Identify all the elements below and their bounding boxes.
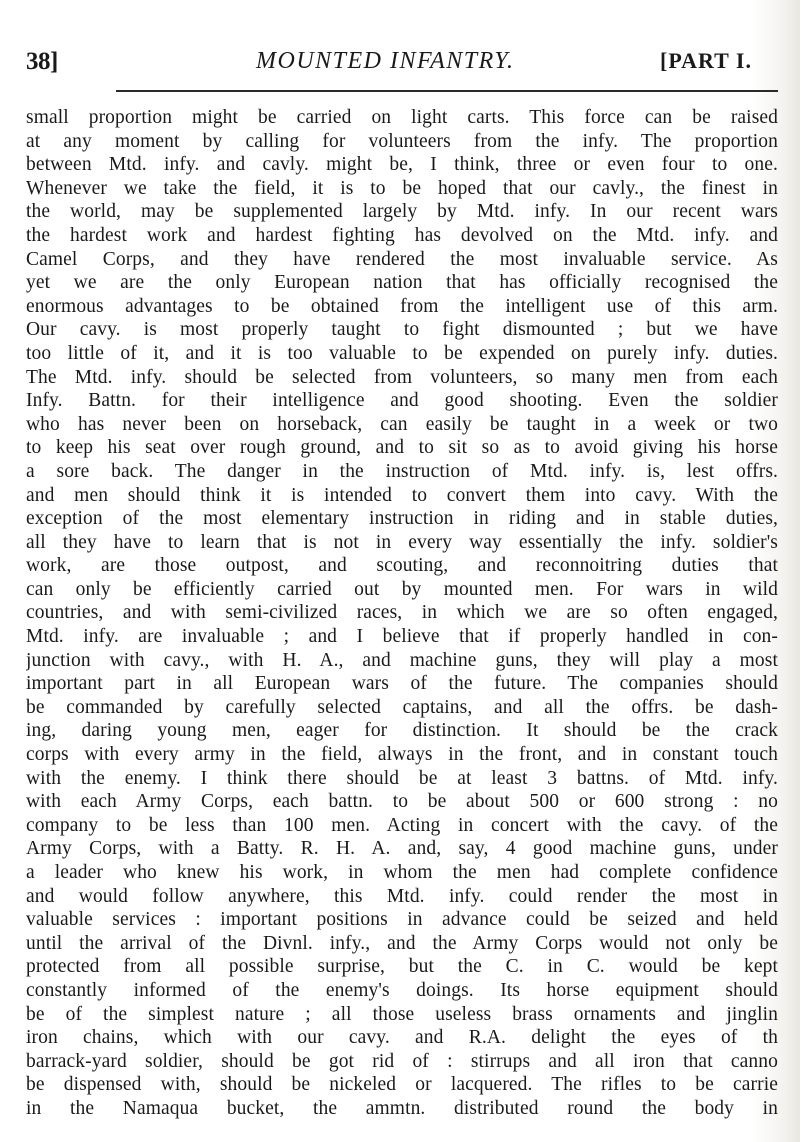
body-text (26, 106, 778, 1136)
running-title: MOUNTED INFANTRY. (256, 48, 515, 74)
text-line: a sore back. The danger in the instruction of Mtd. infy. is, lest offrs. (26, 460, 778, 482)
text-line: and men should think it is intended to convert them into cavy. With the (26, 484, 778, 506)
text-line: all they have to learn that is not in every way essentially the infy. soldier's (26, 531, 778, 553)
text-line: between Mtd. infy. and cavly. might be, I think, three or even four to one. (26, 154, 778, 176)
text-line: the world, may be supplemented largely by Mtd. infy. In our recent wars (26, 201, 778, 223)
text-line: a leader who knew his work, in whom the men had complete confidence (26, 862, 778, 883)
text-line: valuable services : important positions in advance could be seized and held (26, 909, 778, 931)
text-line: be commanded by carefully selected captains, and all the offrs. be dash- (26, 696, 778, 718)
text-line: iron chains, which with our cavy. and R.A. delight the eyes of th (26, 1027, 778, 1049)
text-line: too little of it, and it is too valuable to be expended on purely infy. duties. (26, 342, 778, 364)
text-line: ing, daring young men, eager for distinction. It should be the crack (26, 720, 778, 742)
text-line: be dispensed with, should be nickeled or lacquered. The rifles to be carrie (26, 1074, 778, 1096)
text-line: Infy. Battn. for their intelligence and good shooting. Even the soldier (26, 390, 778, 412)
text-line: Army Corps, with a Batty. R. H. A. and, say, 4 good machine guns, under (26, 838, 778, 860)
text-line: small proportion might be carried on light carts. This force can be raised (26, 107, 778, 128)
text-line: to keep his seat over rough ground, and to sit so as to avoid giving his horse (26, 437, 778, 459)
text-line: The Mtd. infy. should be selected from volunteers, so many men from each (26, 366, 778, 388)
text-line: in the Namaqua bucket, the ammtn. distributed round the body in (26, 1097, 778, 1119)
text-line: important part in all European wars of the future. The companies should (26, 673, 778, 695)
page-number: 38] (26, 48, 58, 75)
text-line: and would follow anywhere, this Mtd. infy. could render the most in (26, 885, 778, 907)
text-line: can only be efficiently carried out by mounted men. For wars in wild (26, 578, 778, 600)
text-line: the hardest work and hardest fighting has devolved on the Mtd. infy. and (26, 224, 778, 246)
text-line: who has never been on horseback, can easily be taught in a week or two (26, 413, 778, 435)
text-line: countries, and with semi-civilized races, in which we are so often engaged, (26, 602, 778, 624)
text-line: work, are those outpost, and scouting, and reconnoitring duties that (26, 555, 778, 577)
text-line: with the enemy. I think there should be at least 3 battns. of Mtd. infy. (26, 767, 778, 789)
text-line: Whenever we take the field, it is to be hoped that our cavly., the finest in (26, 177, 778, 199)
page-header (26, 38, 778, 86)
text-line: be of the simplest nature ; all those useless brass ornaments and jinglin (26, 1003, 778, 1025)
text-line: Mtd. infy. are invaluable ; and I believe that if properly handled in con- (26, 626, 778, 648)
text-line: Camel Corps, and they have rendered the most invaluable service. As (26, 248, 778, 270)
text-line: barrack-yard soldier, should be got rid of : stirrups and all iron that canno (26, 1050, 778, 1072)
text-line: with each Army Corps, each battn. to be about 500 or 600 strong : no (26, 791, 778, 813)
text-line: junction with cavy., with H. A., and machine guns, they will play a most (26, 649, 778, 671)
text-line: enormous advantages to be obtained from the intelligent use of this arm. (26, 295, 778, 317)
header-rule (116, 90, 778, 93)
text-line: constantly informed of the enemy's doings. Its horse equipment should (26, 979, 778, 1001)
text-line: until the arrival of the Divnl. infy., and the Army Corps would not only be (26, 932, 778, 954)
text-line: exception of the most elementary instruction in riding and in stable duties, (26, 508, 778, 530)
text-line: protected from all possible surprise, but the C. in C. would be kept (26, 956, 778, 978)
part-label: [PART I. (660, 48, 752, 73)
text-line: yet we are the only European nation that has officially recognised the (26, 272, 778, 294)
text-line: Our cavy. is most properly taught to fight dismounted ; but we have (26, 319, 778, 341)
text-line: company to be less than 100 men. Acting in concert with the cavy. of the (26, 814, 778, 836)
text-line: at any moment by calling for volunteers from the infy. The proportion (26, 130, 778, 152)
text-line: corps with every army in the field, always in the front, and in constant touch (26, 744, 778, 766)
